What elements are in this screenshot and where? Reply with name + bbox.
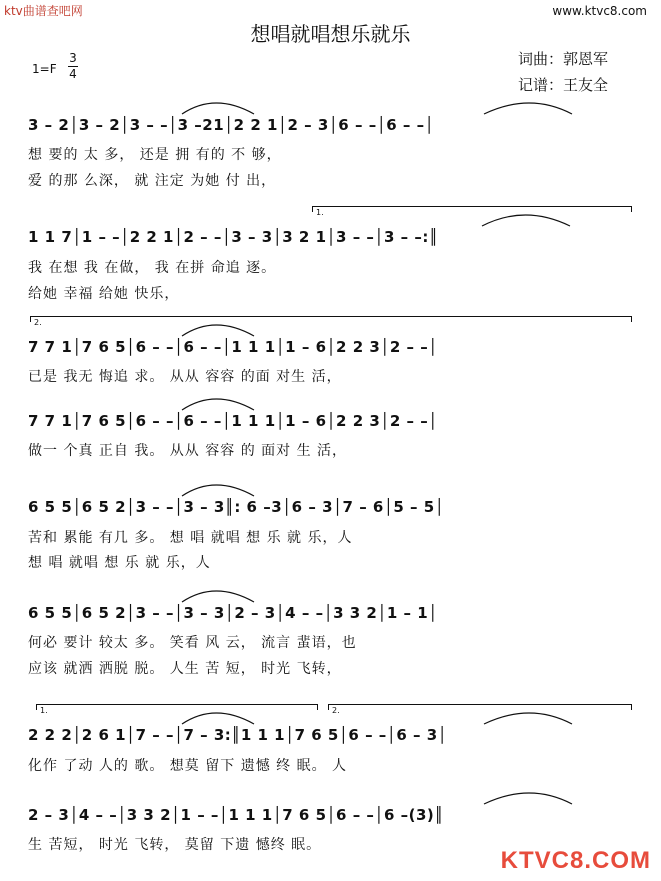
transcriber-credit: 记谱：王友全: [518, 76, 609, 94]
watermark-site-name: ktv曲谱查吧网: [4, 4, 83, 18]
lyric-line-6a: 何必 要计 较太 多。 笑看 风 云， 流言 蜚语，也: [28, 635, 357, 651]
lyric-line-4: 做一 个真 正自 我。 从从 容容 的 面对 生 活，: [28, 443, 348, 459]
song-title: 想唱就唱想乐就乐: [250, 22, 411, 46]
tie-arc: [182, 713, 254, 724]
tie-arc: [182, 399, 254, 410]
volta-label-3: 1.: [40, 706, 48, 715]
lyric-line-1b: 爱 的那 么深， 就 注定 为她 付 出，: [28, 173, 277, 189]
lyric-line-8: 生 苦短， 时光 飞转， 莫留 下遗 憾终 眠。: [28, 837, 322, 853]
notation-line-2: 1 1 7│1 – –│2 2 1│2 – –│3 – 3│3 2 1│3 – –│3 – –:║: [28, 228, 439, 246]
lyric-line-2a: 我 在想 我 在做， 我 在拼 命追 逐。: [28, 260, 277, 276]
tie-arc: [484, 793, 572, 804]
lyricist-composer-credit: 词曲：郭恩军: [518, 50, 609, 68]
tie-arc: [182, 325, 254, 336]
notation-line-8: 2 – 3│4 – –│3 3 2│1 – –│1 1 1│7 6 5│6 – –│6 –(3)║: [28, 806, 444, 824]
notation-line-5: 6 5 5│6 5 2│3 – –│3 – 3║: 6 –3│6 – 3│7 – 6│5 – 5│: [28, 498, 445, 516]
time-signature-bottom: 4: [69, 67, 77, 81]
time-signature-top: 3: [69, 51, 77, 65]
tie-arc: [482, 215, 570, 226]
lyric-line-2b: 给她 幸福 给她 快乐，: [28, 286, 180, 302]
tie-arc: [182, 103, 254, 114]
volta-label-2: 2.: [34, 318, 42, 327]
key-signature: 1=F: [32, 62, 57, 76]
notation-line-6: 6 5 5│6 5 2│3 – –│3 – 3│2 – 3│4 – –│3 3 2│1 – 1│: [28, 604, 438, 622]
lyric-line-5a: 苦和 累能 有几 多。 想 唱 就唱 想 乐 就 乐，人: [28, 530, 353, 546]
tie-arc: [182, 591, 254, 602]
watermark-logo: KTVC8.COM: [500, 847, 651, 874]
watermark-url: www.ktvc8.com: [552, 4, 647, 18]
lyric-line-7: 化作 了动 人的 歌。 想莫 留下 遗憾 终 眠。 人: [28, 758, 348, 774]
lyric-line-3: 已是 我无 悔追 求。 从从 容容 的面 对生 活，: [28, 369, 342, 385]
tie-arc: [484, 103, 572, 114]
tie-arc: [182, 485, 254, 496]
volta-label-1: 1.: [316, 208, 324, 217]
volta-label-4: 2.: [332, 706, 340, 715]
notation-line-4: 7 7 1│7 6 5│6 – –│6 – –│1 1 1│1 – 6│2 2 3│2 – –│: [28, 412, 438, 430]
notation-line-1: 3 – 2│3 – 2│3 – –│3 –21│2 2 1│2 – 3│6 – –│6 – –│: [28, 116, 435, 134]
notation-line-3: 7 7 1│7 6 5│6 – –│6 – –│1 1 1│1 – 6│2 2 3│2 – –│: [28, 338, 438, 356]
tie-arc: [484, 713, 572, 724]
lyric-line-1a: 想 要的 太 多， 还是 拥 有的 不 够，: [28, 147, 282, 163]
notation-line-7: 2 2 2│2 6 1│7 – –│7 – 3:║1 1 1│7 6 5│6 – –│6 – 3│: [28, 726, 448, 744]
lyric-line-5b: 想 唱 就唱 想 乐 就 乐，人: [28, 555, 211, 571]
lyric-line-6b: 应该 就洒 洒脱 脱。 人生 苦 短， 时光 飞转，: [28, 661, 342, 677]
